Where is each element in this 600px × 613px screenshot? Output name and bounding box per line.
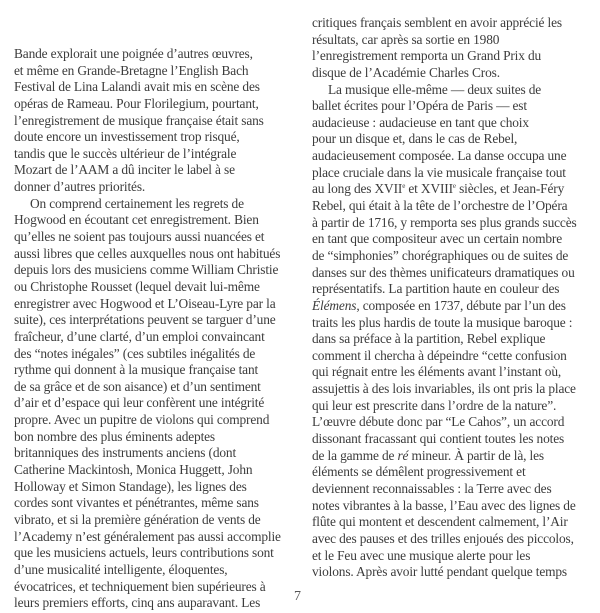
text-line: depuis lors des musiciens comme William Christie bbox=[14, 262, 279, 278]
text-line-centuries bbox=[312, 181, 594, 198]
text-line: Festival de Lina Lalandi avait mis en scène des bbox=[14, 79, 260, 95]
text-line: L’œuvre débute donc par “Le Cahos”, un accord bbox=[312, 414, 565, 430]
text-line: de “simphonies” chorégraphiques ou de suites de bbox=[312, 247, 569, 263]
text-line: audacieuse : audacieuse en tant que choix bbox=[312, 114, 529, 130]
text-line: notes vibrantes à la basse, l’Eau avec des lignes de bbox=[312, 497, 576, 513]
text-segment: siècles, et Jean-Féry bbox=[455, 181, 565, 197]
text-segment: , composée en 1737, débute par l’un des bbox=[356, 297, 566, 313]
text-line: évocatrices, et techniquement bien supérieures à bbox=[14, 578, 266, 594]
text-line: qui régnait entre les éléments avant l’instant où, bbox=[312, 364, 562, 380]
text-line: fraîcheur, d’une clarté, d’un emploi convaincant bbox=[14, 328, 265, 344]
text-line: place cruciale dans la vie musicale française tout bbox=[312, 164, 566, 180]
text-segment: de la gamme de bbox=[312, 447, 398, 463]
text-segment: au long des XVII bbox=[312, 181, 403, 197]
page-number: 7 bbox=[294, 589, 301, 604]
text-line: qui leur est prescrite dans l’ordre de la nature”. bbox=[312, 397, 557, 413]
text-line: propre. Avec un pupitre de violons qui comprend bbox=[14, 412, 270, 428]
text-line: en tant que compositeur avec un certain nombre bbox=[312, 231, 563, 247]
text-line: ou Christophe Rousset (lequel devait lui-même bbox=[14, 278, 260, 294]
text-line-elemens bbox=[312, 298, 594, 315]
text-line: et même en Grande-Bretagne l’English Bach bbox=[14, 62, 249, 78]
superscript: e bbox=[402, 182, 406, 191]
text-line: de sa grâce et de son aisance) et d’un sentiment bbox=[14, 378, 261, 394]
text-line: des “notes inégales” (ces subtiles inégalités de bbox=[14, 345, 256, 361]
text-line: l’enregistrement de musique française était sans bbox=[14, 112, 264, 128]
superscript: e bbox=[452, 182, 456, 191]
text-line-key bbox=[312, 448, 594, 465]
text-line: l’Academy n’est généralement pas aussi accomplie bbox=[14, 528, 281, 544]
text-line: et le Feu avec une musique alerte pour les bbox=[312, 547, 531, 563]
text-line: rythme qui donnent à la musique française tant bbox=[14, 362, 259, 378]
text-line: d’air et d’espace qui leur confèrent une intégrité bbox=[14, 395, 265, 411]
text-line: opéras de Rameau. Pour Florilegium, pourtant, bbox=[14, 95, 259, 111]
text-line: ballet écrites pour l’Opéra de Paris — est bbox=[312, 98, 527, 114]
text-line: que les musiciens actuels, leurs contributions sont bbox=[14, 545, 274, 561]
text-line: suite), ces interprétations peuvent se targuer d’une bbox=[14, 312, 276, 328]
text-line: assujettis à des lois invariables, ils ont pris la place bbox=[312, 381, 576, 397]
work-title-italic: Élémens bbox=[312, 297, 357, 313]
text-line: traits les plus hardis de toute la musique baroque : bbox=[312, 314, 573, 330]
text-line: éléments se démêlent progressivement et bbox=[312, 464, 526, 480]
text-line: britanniques des instruments anciens (dont bbox=[14, 445, 237, 461]
text-line: cordes sont vivantes et pénétrantes, même sans bbox=[14, 495, 259, 511]
text-line: Bande explorait une poignée d’autres œuvres, bbox=[14, 46, 253, 61]
paragraph-start-line: La musique elle-même — deux suites de bbox=[328, 81, 542, 97]
text-line: l’enregistrement remporta un Grand Prix du bbox=[312, 48, 542, 64]
text-line: donner d’autres priorités. bbox=[14, 179, 146, 195]
text-line: Hogwood en écoutant cet enregistrement. Bien bbox=[14, 212, 259, 228]
text-line: avec des pauses et des trilles enjoués des piccolos, bbox=[312, 530, 574, 546]
text-line: aussi libres que celles auxquelles nous ont habitués bbox=[14, 245, 281, 261]
text-line: danses sur des thèmes unificateurs dramatiques ou bbox=[312, 264, 575, 280]
text-line: dans sa préface à la partition, Rebel explique bbox=[312, 331, 546, 347]
text-line: Catherine Mackintosh, Monica Huggett, John bbox=[14, 462, 253, 478]
text-line: audacieusement composée. La danse occupa une bbox=[312, 148, 567, 164]
text-line: vibrato, et si la première génération de vents de bbox=[14, 511, 261, 527]
text-line: flûte qui montent et descendent calmement, l’Air bbox=[312, 514, 568, 530]
text-line: Holloway et Simon Standage), les lignes des bbox=[14, 478, 247, 494]
text-line: dissonant fracassant qui contient toutes les notes bbox=[312, 431, 565, 447]
text-line: d’une musicalité intelligente, éloquentes, bbox=[14, 561, 228, 577]
paragraph-start-line: On comprend certainement les regrets de bbox=[30, 195, 244, 211]
text-line: violons. Après avoir lutté pendant quelque temps bbox=[312, 564, 567, 580]
text-line: représentatifs. La partition haute en couleur des bbox=[312, 281, 560, 297]
text-segment: et XVIII bbox=[405, 181, 453, 197]
text-line: leurs premiers efforts, cinq ans auparavant. Les bbox=[14, 595, 261, 611]
key-italic: ré bbox=[397, 447, 409, 463]
text-line: tandis que le succès ultérieur de l’intégrale bbox=[14, 145, 237, 161]
text-segment: mineur. À partir de là, les bbox=[408, 447, 544, 463]
text-line: qu’elles ne soient pas toujours aussi nuancées et bbox=[14, 229, 265, 245]
right-column bbox=[312, 15, 594, 581]
text-line: bon nombre des plus éminents adeptes bbox=[14, 428, 215, 444]
text-line: pour un disque et, dans le cas de Rebel, bbox=[312, 131, 518, 147]
text-line: Mozart de l’AAM a dû inciter le label à se bbox=[14, 162, 235, 178]
text-line: disque de l’Académie Charles Cros. bbox=[312, 64, 500, 80]
text-line: doute encore un investissement trop risqué, bbox=[14, 129, 240, 145]
text-line: Rebel, qui était à la tête de l’orchestre de l’Opéra bbox=[312, 198, 568, 214]
left-column bbox=[14, 46, 294, 612]
text-line: enregistrer avec Hogwood et L’Oiseau-Lyre par la bbox=[14, 295, 276, 311]
text-line: à partir de 1716, y remporta ses plus grands succès bbox=[312, 214, 577, 230]
text-line: résultats, car après sa sortie en 1980 bbox=[312, 31, 500, 47]
text-line: comment il chercha à dépeindre “cette confusion bbox=[312, 347, 567, 363]
text-line: deviennent reconnaissables : la Terre avec des bbox=[312, 480, 552, 496]
text-line: critiques français semblent en avoir apprécié les bbox=[312, 15, 562, 30]
